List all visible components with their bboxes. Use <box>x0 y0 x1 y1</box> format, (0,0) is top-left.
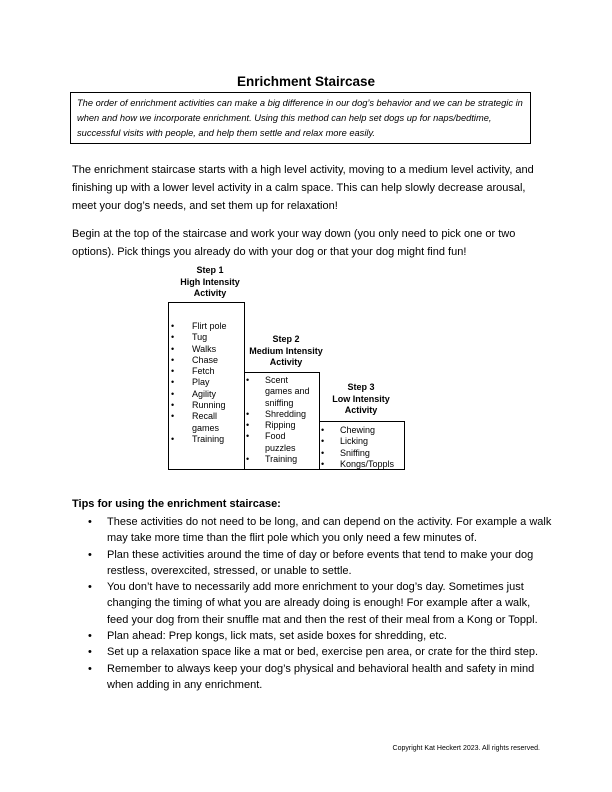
list-item: • Chewing <box>319 425 405 436</box>
tip-item: • Plan ahead: Prep kongs, lick mats, set aside boxes for shredding, etc. <box>72 628 552 644</box>
step-2-title: Step 2 <box>272 334 300 344</box>
tip-item: • Remember to always keep your dog’s physical and behavioral health and safety in mind when adding in any enrichment. <box>72 661 552 694</box>
list-item: • Walks <box>168 344 245 355</box>
step-3-activity: Activity <box>344 405 378 415</box>
intro-box: The order of enrichment activities can make a big difference in our dog’s behavior and we can be strategic in when and how we incorporate enrichment. Using this method can help set dogs up for naps/bedtime, successful visits with people, and help them settle and relax more easily. <box>70 92 531 144</box>
tip-item: • Set up a relaxation space like a mat or bed, exercise pen area, or crate for the third step. <box>72 644 552 660</box>
step-3-intensity: Low Intensity <box>332 393 390 404</box>
list-item: • Scent games and sniffing <box>244 375 315 409</box>
step-1-list <box>168 321 245 445</box>
list-item: • Shredding <box>244 409 320 420</box>
list-item: • Chase <box>168 355 245 366</box>
step-2-label <box>244 334 328 369</box>
list-item: • Ripping <box>244 420 320 431</box>
list-item: • Recall games <box>168 411 222 434</box>
list-item: • Licking <box>319 436 405 447</box>
list-item: • Sniffing <box>319 448 405 459</box>
list-item: • Training <box>168 434 245 445</box>
list-item: • Flirt pole <box>168 321 245 332</box>
page-title: Enrichment Staircase <box>236 74 376 89</box>
step-2-intensity: Medium Intensity <box>249 345 323 356</box>
copyright-notice: Copyright Kat Heckert 2023. All rights reserved. <box>392 745 540 752</box>
step-2-activity: Activity <box>269 357 303 367</box>
list-item: • Play <box>168 377 245 388</box>
list-item: • Kongs/Toppls <box>319 459 405 470</box>
step-3-title: Step 3 <box>347 382 375 392</box>
tips-heading: Tips for using the enrichment staircase: <box>72 498 281 510</box>
step-1-title: Step 1 <box>196 265 224 275</box>
tip-item: • You don’t have to necessarily add more enrichment to your dog’s day. Sometimes just changing the timing of what you are already doing is enough! For example after a walk, feed your dog from their snuffle mat and then the rest of their meal from a Kong or Toppl. <box>72 579 552 628</box>
step-1-intensity: High Intensity <box>180 276 240 287</box>
list-item: • Food puzzles <box>244 431 301 454</box>
list-item: • Agility <box>168 389 245 400</box>
list-item: • Fetch <box>168 366 245 377</box>
step-3-list <box>319 425 405 470</box>
list-item: • Training <box>244 454 320 465</box>
tip-item: • Plan these activities around the time of day or before events that tend to make your dog restless, overexcited, stressed, or unable to settle. <box>72 547 552 580</box>
tip-item: • These activities do not need to be long, and can depend on the activity. For example a walk may take more time than the flirt pole which you only need a few minutes of. <box>72 514 552 547</box>
paragraph-intro: The enrichment staircase starts with a high level activity, moving to a medium level activity, and finishing up with a lower level activity in a calm space. This can help slowly decrease arousal, meet your dog’s needs, and set them up for relaxation! <box>72 164 534 212</box>
step-1-activity: Activity <box>193 288 227 298</box>
step-3-label <box>324 382 398 417</box>
list-item: • Running <box>168 400 245 411</box>
list-item: • Tug <box>168 332 245 343</box>
paragraph-instructions: Begin at the top of the staircase and work your way down (you only need to pick one or two options). Pick things you already do with your dog or that your dog might find fun! <box>72 228 516 258</box>
step-2-list <box>244 375 320 465</box>
step-1-label <box>165 265 255 300</box>
tips-list <box>72 514 552 693</box>
